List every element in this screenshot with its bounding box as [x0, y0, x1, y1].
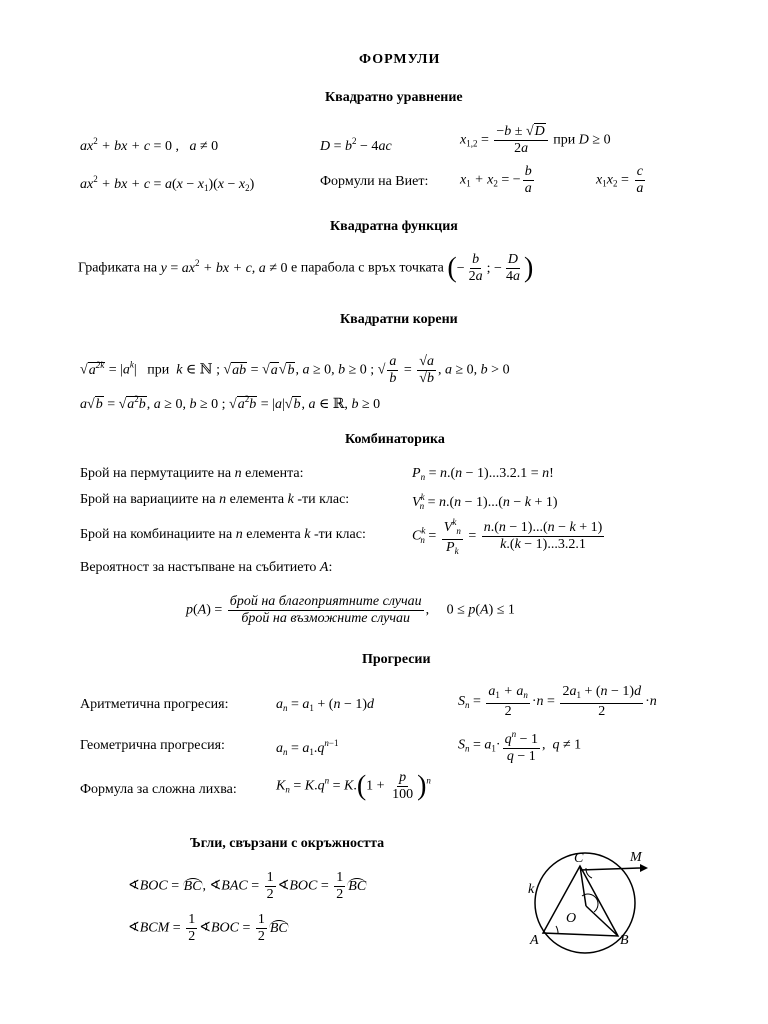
- label-arithmetic: Аритметична прогресия:: [80, 697, 229, 712]
- point-b-label: B: [620, 933, 629, 948]
- point-o-label: O: [566, 911, 577, 926]
- possible-text: брой на възможните случаи: [241, 611, 411, 626]
- formula-geometric-an: $a_n = a_1.q^{n-1}$: [276, 738, 339, 757]
- formula-combinations: $C^k_n$ = $\frac{V^k_n}{P_k}$ = $\frac{n.(n - 1)...(n - k + 1)}{k.(k - 1)...3.2.1}$: [412, 514, 606, 559]
- formula-variations: $V^k_n = n.(n - 1)...(n - k + 1)$: [412, 492, 558, 511]
- formula-compound: $K_n = K.q^n = K.(1$ + $\frac{p}{100}$ )$^n$: [276, 770, 431, 802]
- tangent-line: [580, 868, 640, 870]
- label-probability: Вероятност за настъпване на събитието A:: [80, 560, 333, 575]
- formula-roots-row1: $√a^{2k} = |a^k|$ при k ∈ ℕ ; √ab = √a√b, a ≥ 0, b ≥ 0 ; √ $\frac{a}{b}$ = $\frac{√a}{√b}$ , a ≥ 0, b > 0: [80, 354, 510, 386]
- formula-vertex: Графиката на $y = ax^2$ + bx + c, a ≠ 0 е парабола с връх точката (− $\frac{b}{2a}$ ; − $\frac{D}{4a}$ ): [78, 252, 534, 284]
- circle-k-label: k: [528, 882, 535, 897]
- formula-geometric-sn: $S_n = a_1\cdot$ $\frac{q^n - 1}{q - 1}$ , q ≠ 1: [458, 726, 581, 765]
- pri-label: при: [553, 132, 576, 148]
- heading-quadratic-function: Квадратна функция: [330, 219, 458, 234]
- page-title: ФОРМУЛИ: [359, 52, 441, 67]
- heading-square-roots: Квадратни корени: [340, 312, 458, 327]
- formula-arithmetic-sn: $S_n$ = $\frac{a_1 + a_n}{2}$ ·n = $\frac{2a_1 + (n - 1)d}{2}$ ·n: [458, 684, 657, 719]
- heading-quadratic-equation: Квадратно уравнение: [325, 90, 463, 105]
- formula-permutations: $P_n = n.(n - 1)...3.2.1 = n$!: [412, 466, 554, 482]
- formula-tangent-angle: ∢BCM = $\frac{1}{2}$ ∢BOC = $\frac{1}{2}$ BC: [128, 912, 288, 944]
- tangent-arrow: [640, 864, 648, 872]
- label-compound: Формула за сложна лихва:: [80, 782, 237, 797]
- formula-factorization: $ax^2$ + bx + $c = a(x - x_1)(x - x_2)$: [80, 174, 255, 193]
- graph-middle: е парабола с връх точката: [291, 260, 444, 276]
- point-m-label: M: [630, 850, 642, 865]
- segment-ob: [586, 906, 618, 936]
- label-variations: Брой на вариациите на n елемента k -ти клас:: [80, 492, 350, 507]
- graph-prefix: Графиката на: [78, 260, 158, 276]
- label-geometric: Геометрична прогресия:: [80, 738, 225, 753]
- heading-progressions: Прогресии: [362, 652, 431, 667]
- heading-combinatorics: Комбинаторика: [345, 432, 445, 447]
- formula-discriminant: $D = b^2 - 4ac$: [320, 136, 392, 154]
- label-permutations: Брой на пермутациите на n елемента:: [80, 466, 304, 481]
- label-combinations: Брой на комбинациите на n елемента k -ти клас:: [80, 527, 366, 542]
- formula-roots-row2: $a√b = √a^2b$, a ≥ 0, b ≥ 0 ; $√a^2b = |a|√b$, a ∈ ℝ, b ≥ 0: [80, 394, 381, 412]
- formula-probability: p(A) = $\frac{\text{брой на благоприятните случаи}}{\text{брой на възможните случаи}}$ , 0 ≤ p(A) ≤ 1: [186, 594, 515, 626]
- point-a-label: A: [530, 933, 539, 948]
- formula-vieta-sum: $x_1 + x_2$ = − $\frac{b}{a}$: [460, 164, 532, 196]
- formula-vieta-product: $x_1x_2$ = $\frac{c}{a}$: [596, 164, 644, 196]
- formula-arithmetic-an: $a_n = a_1 + (n - 1)d$: [276, 697, 375, 713]
- formula-roots: $x_{1,2}$ = $\frac{-b \pm √D}{2a}$ при D ≥ 0: [460, 124, 611, 156]
- favorable-text: брой на благоприятните случаи: [229, 594, 422, 609]
- pri-label-2: при: [147, 362, 170, 378]
- heading-circle-angles: Ъгли, свързани с окръжността: [190, 836, 385, 851]
- vieta-label: Формули на Виет:: [320, 174, 429, 189]
- formula-quadratic-equation: $ax^2$ + bx + c = 0 , a ≠ 0: [80, 136, 219, 154]
- point-c-label: C: [574, 851, 584, 866]
- formula-inscribed-angle: ∢BOC = BC, ∢BAC = $\frac{1}{2}$ ∢BOC = $\frac{1}{2}$ BC: [128, 870, 367, 902]
